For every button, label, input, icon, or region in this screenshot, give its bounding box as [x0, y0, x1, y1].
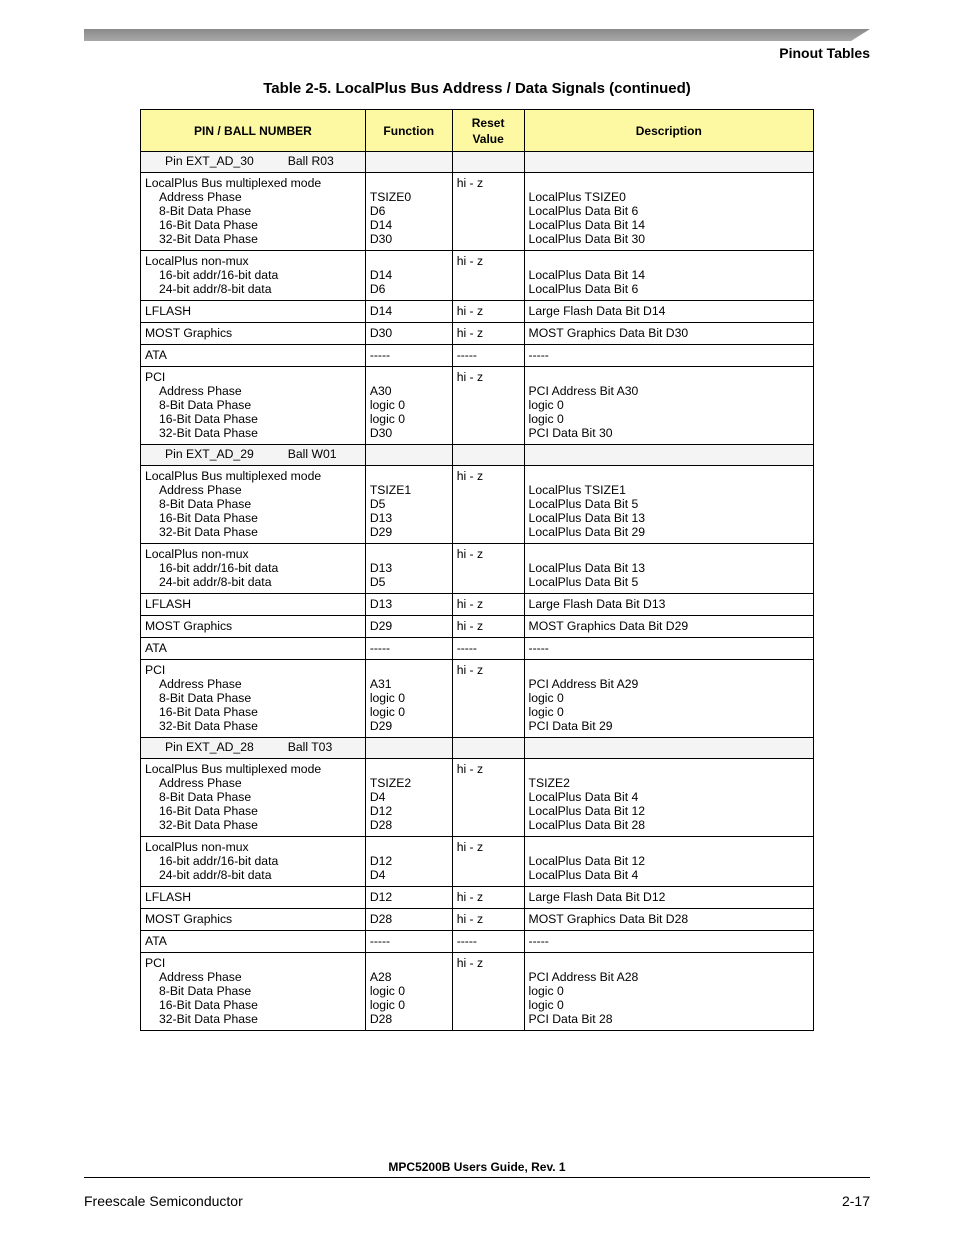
mode-cell: [141, 251, 366, 301]
reset-value: hi - z: [456, 840, 484, 854]
reset-cell: [452, 345, 524, 367]
reset-value: hi - z: [456, 326, 484, 340]
mode-sub-label: 16-Bit Data Phase: [159, 412, 258, 426]
function-value: D28: [369, 912, 393, 926]
table-row: [141, 638, 814, 660]
function-value: [370, 370, 448, 384]
function-value: D5: [369, 575, 386, 589]
mode-cell: [141, 909, 366, 931]
function-cell: [365, 544, 452, 594]
function-value: D30: [369, 426, 393, 440]
description-value: LocalPlus Data Bit 4: [528, 790, 639, 804]
function-value: D28: [369, 818, 393, 832]
reset-value: hi - z: [456, 370, 484, 384]
mode-sub-label: 24-bit addr/8-bit data: [159, 282, 272, 296]
mode-sub-label: 16-bit addr/16-bit data: [159, 268, 279, 282]
function-value: D12: [369, 804, 393, 818]
function-value: D6: [369, 282, 386, 296]
description-value: PCI Address Bit A29: [528, 677, 639, 691]
mode-sub-label: 8-Bit Data Phase: [159, 497, 252, 511]
description-value: LocalPlus Data Bit 28: [528, 818, 646, 832]
mode-sub-label: Address Phase: [159, 776, 242, 790]
mode-sub-label: 8-Bit Data Phase: [159, 691, 252, 705]
description-cell: [524, 445, 813, 466]
column-header-function: Function: [365, 110, 452, 152]
description-cell: [524, 837, 813, 887]
description-value: LocalPlus Data Bit 12: [528, 804, 646, 818]
function-value: D13: [369, 561, 393, 575]
description-value: PCI Data Bit 30: [528, 426, 613, 440]
table-row: [141, 931, 814, 953]
description-value: LocalPlus Data Bit 30: [528, 232, 646, 246]
description-value: LocalPlus Data Bit 13: [528, 561, 646, 575]
function-value: logic 0: [369, 984, 406, 998]
description-value: LocalPlus Data Bit 6: [528, 282, 639, 296]
description-value: -----: [528, 641, 549, 655]
mode-sub-label: 16-Bit Data Phase: [159, 998, 258, 1012]
function-value: [370, 176, 448, 190]
mode-sub-label: 32-Bit Data Phase: [159, 1012, 258, 1026]
function-cell: [365, 152, 452, 173]
function-value: D5: [369, 497, 386, 511]
mode-cell: [141, 759, 366, 837]
description-value: Large Flash Data Bit D12: [528, 890, 666, 904]
function-cell: [365, 301, 452, 323]
function-value: logic 0: [369, 398, 406, 412]
mode-label: MOST Graphics: [145, 619, 233, 633]
description-cell: [524, 323, 813, 345]
column-header-reset: [452, 110, 524, 152]
table-row: [141, 616, 814, 638]
mode-cell: [141, 616, 366, 638]
mode-cell: [141, 887, 366, 909]
footer-company: Freescale Semiconductor: [84, 1193, 243, 1209]
function-cell: [365, 638, 452, 660]
mode-sub-label: Address Phase: [159, 190, 242, 204]
mode-sub-label: 16-Bit Data Phase: [159, 218, 258, 232]
description-value: [529, 547, 809, 561]
reset-value: hi - z: [456, 547, 484, 561]
function-value: -----: [369, 348, 391, 362]
ball-number: Ball R03: [287, 154, 334, 168]
description-cell: [524, 887, 813, 909]
mode-cell: [141, 931, 366, 953]
table-row: [141, 301, 814, 323]
function-value: [370, 840, 448, 854]
description-value: LocalPlus TSIZE0: [528, 190, 626, 204]
function-value: TSIZE2: [369, 776, 412, 790]
mode-label: LocalPlus non-mux: [145, 840, 249, 854]
mode-sub-label: 32-Bit Data Phase: [159, 232, 258, 246]
reset-cell: [452, 660, 524, 738]
mode-sub-label: 16-Bit Data Phase: [159, 705, 258, 719]
mode-label: LFLASH: [145, 597, 192, 611]
reset-value: hi - z: [456, 176, 484, 190]
mode-label: LocalPlus non-mux: [145, 254, 249, 268]
reset-cell: [452, 173, 524, 251]
function-cell: [365, 660, 452, 738]
function-cell: [365, 367, 452, 445]
description-cell: [524, 738, 813, 759]
mode-label: PCI: [145, 663, 166, 677]
function-value: logic 0: [369, 705, 406, 719]
description-cell: [524, 616, 813, 638]
table-row: [141, 544, 814, 594]
mode-label: MOST Graphics: [145, 912, 233, 926]
function-cell: [365, 251, 452, 301]
mode-cell: [141, 301, 366, 323]
pin-name: Pin EXT_AD_28: [165, 740, 254, 754]
description-value: LocalPlus Data Bit 29: [528, 525, 646, 539]
description-value: LocalPlus Data Bit 5: [528, 575, 639, 589]
description-value: LocalPlus Data Bit 14: [528, 218, 646, 232]
table-header-row: [141, 110, 814, 152]
function-value: [370, 956, 448, 970]
function-value: D4: [369, 790, 386, 804]
mode-sub-label: 32-Bit Data Phase: [159, 426, 258, 440]
mode-sub-label: 8-Bit Data Phase: [159, 398, 252, 412]
function-value: D14: [369, 218, 393, 232]
reset-value: hi - z: [456, 469, 484, 483]
table-row: [141, 466, 814, 544]
description-value: [529, 370, 809, 384]
description-cell: [524, 367, 813, 445]
function-value: logic 0: [369, 412, 406, 426]
description-value: LocalPlus Data Bit 5: [528, 497, 639, 511]
function-value: D12: [369, 854, 393, 868]
description-cell: [524, 638, 813, 660]
function-value: A28: [369, 970, 392, 984]
table-row: [141, 594, 814, 616]
description-value: logic 0: [528, 705, 564, 719]
pin-group-row: [141, 152, 814, 173]
function-cell: [365, 759, 452, 837]
reset-cell: [452, 738, 524, 759]
mode-sub-label: 24-bit addr/8-bit data: [159, 575, 272, 589]
reset-cell: [452, 594, 524, 616]
description-cell: [524, 931, 813, 953]
description-value: [529, 663, 809, 677]
mode-sub-label: 32-Bit Data Phase: [159, 525, 258, 539]
mode-label: MOST Graphics: [145, 326, 233, 340]
footer-doc-title: MPC5200B Users Guide, Rev. 1: [388, 1160, 566, 1174]
ball-number: Ball W01: [287, 447, 337, 461]
description-value: logic 0: [528, 398, 564, 412]
reset-value: -----: [456, 641, 477, 655]
function-cell: [365, 837, 452, 887]
mode-cell: [141, 466, 366, 544]
mode-label: ATA: [145, 641, 167, 655]
function-value: D6: [369, 204, 386, 218]
function-value: D29: [369, 525, 393, 539]
reset-value: hi - z: [456, 619, 484, 633]
description-cell: [524, 544, 813, 594]
function-value: TSIZE1: [369, 483, 412, 497]
function-value: -----: [369, 641, 391, 655]
reset-cell: [452, 152, 524, 173]
function-value: -----: [369, 934, 391, 948]
description-value: LocalPlus Data Bit 14: [528, 268, 646, 282]
mode-label: LocalPlus non-mux: [145, 547, 249, 561]
reset-value: hi - z: [456, 956, 484, 970]
footer-divider: [84, 1177, 870, 1178]
mode-cell: [141, 323, 366, 345]
description-value: logic 0: [528, 691, 564, 705]
reset-value: -----: [456, 348, 477, 362]
description-value: PCI Data Bit 28: [528, 1012, 613, 1026]
pin-group-row: [141, 738, 814, 759]
mode-label: PCI: [145, 956, 166, 970]
function-value: [370, 547, 448, 561]
function-cell: [365, 738, 452, 759]
table-row: [141, 367, 814, 445]
description-value: [529, 956, 809, 970]
reset-cell: [452, 323, 524, 345]
description-value: LocalPlus Data Bit 4: [528, 868, 639, 882]
mode-sub-label: 8-Bit Data Phase: [159, 790, 252, 804]
reset-cell: [452, 931, 524, 953]
description-value: Large Flash Data Bit D13: [528, 597, 666, 611]
function-value: D30: [369, 326, 393, 340]
reset-value: hi - z: [456, 304, 484, 318]
description-cell: [524, 759, 813, 837]
reset-cell: [452, 638, 524, 660]
reset-value: hi - z: [456, 890, 484, 904]
function-cell: [365, 445, 452, 466]
mode-label: LocalPlus Bus multiplexed mode: [145, 176, 322, 190]
description-value: [529, 840, 809, 854]
reset-cell: [452, 837, 524, 887]
reset-value: hi - z: [456, 762, 484, 776]
mode-label: LFLASH: [145, 304, 192, 318]
mode-sub-label: 8-Bit Data Phase: [159, 204, 252, 218]
table-row: [141, 759, 814, 837]
description-value: logic 0: [528, 412, 564, 426]
header-bar: [84, 29, 870, 41]
function-value: D28: [369, 1012, 393, 1026]
function-value: [370, 762, 448, 776]
pin-ball-cell: [141, 738, 366, 759]
description-value: LocalPlus TSIZE1: [528, 483, 626, 497]
mode-sub-label: 16-bit addr/16-bit data: [159, 561, 279, 575]
mode-label: ATA: [145, 934, 167, 948]
function-cell: [365, 466, 452, 544]
function-value: logic 0: [369, 691, 406, 705]
function-cell: [365, 173, 452, 251]
mode-sub-label: Address Phase: [159, 677, 242, 691]
function-value: D29: [369, 719, 393, 733]
description-cell: [524, 660, 813, 738]
function-value: D13: [369, 597, 393, 611]
function-value: logic 0: [369, 998, 406, 1012]
table-row: [141, 887, 814, 909]
description-value: -----: [528, 934, 549, 948]
function-value: [370, 663, 448, 677]
description-value: LocalPlus Data Bit 13: [528, 511, 646, 525]
table-row: [141, 323, 814, 345]
column-header-description: Description: [524, 110, 813, 152]
description-cell: [524, 173, 813, 251]
mode-cell: [141, 660, 366, 738]
reset-header-line2: Value: [472, 131, 504, 146]
description-value: MOST Graphics Data Bit D29: [528, 619, 689, 633]
description-value: [529, 176, 809, 190]
footer-page-number: 2-17: [841, 1193, 870, 1209]
description-value: logic 0: [528, 984, 564, 998]
description-cell: [524, 345, 813, 367]
description-cell: [524, 466, 813, 544]
column-header-pin: PIN / BALL NUMBER: [141, 110, 366, 152]
description-value: MOST Graphics Data Bit D30: [528, 326, 689, 340]
mode-cell: [141, 638, 366, 660]
mode-cell: [141, 953, 366, 1031]
pin-table: [140, 109, 814, 1031]
table-row: [141, 953, 814, 1031]
reset-cell: [452, 759, 524, 837]
function-cell: [365, 953, 452, 1031]
mode-label: LocalPlus Bus multiplexed mode: [145, 469, 322, 483]
function-cell: [365, 323, 452, 345]
reset-value: hi - z: [456, 912, 484, 926]
function-value: [370, 469, 448, 483]
mode-cell: [141, 367, 366, 445]
mode-sub-label: 16-Bit Data Phase: [159, 511, 258, 525]
function-value: D14: [369, 304, 393, 318]
description-cell: [524, 953, 813, 1031]
reset-value: hi - z: [456, 597, 484, 611]
description-value: LocalPlus Data Bit 12: [528, 854, 646, 868]
table-row: [141, 909, 814, 931]
description-value: PCI Address Bit A28: [528, 970, 639, 984]
mode-sub-label: 24-bit addr/8-bit data: [159, 868, 272, 882]
description-cell: [524, 594, 813, 616]
ball-number: Ball T03: [287, 740, 333, 754]
function-cell: [365, 345, 452, 367]
function-value: D12: [369, 890, 393, 904]
description-value: [529, 762, 809, 776]
reset-cell: [452, 616, 524, 638]
description-cell: [524, 251, 813, 301]
description-value: [529, 254, 809, 268]
mode-sub-label: 32-Bit Data Phase: [159, 818, 258, 832]
function-value: [370, 254, 448, 268]
pin-ball-cell: [141, 152, 366, 173]
function-value: A30: [369, 384, 392, 398]
description-value: PCI Address Bit A30: [528, 384, 639, 398]
reset-value: hi - z: [456, 663, 484, 677]
table-row: [141, 837, 814, 887]
description-value: [529, 469, 809, 483]
description-value: MOST Graphics Data Bit D28: [528, 912, 689, 926]
mode-sub-label: 32-Bit Data Phase: [159, 719, 258, 733]
pin-name: Pin EXT_AD_29: [165, 447, 254, 461]
function-cell: [365, 594, 452, 616]
table-row: [141, 173, 814, 251]
description-cell: [524, 152, 813, 173]
description-value: Large Flash Data Bit D14: [528, 304, 666, 318]
reset-cell: [452, 367, 524, 445]
mode-label: ATA: [145, 348, 167, 362]
mode-cell: [141, 837, 366, 887]
table-body: [141, 152, 814, 1031]
table-caption: Table 2-5. LocalPlus Bus Address / Data Signals (continued): [263, 80, 691, 97]
description-value: -----: [528, 348, 549, 362]
mode-sub-label: 8-Bit Data Phase: [159, 984, 252, 998]
table-row: [141, 345, 814, 367]
table-row: [141, 660, 814, 738]
mode-label: LFLASH: [145, 890, 192, 904]
mode-sub-label: 16-Bit Data Phase: [159, 804, 258, 818]
function-cell: [365, 909, 452, 931]
reset-cell: [452, 251, 524, 301]
mode-cell: [141, 594, 366, 616]
mode-sub-label: 16-bit addr/16-bit data: [159, 854, 279, 868]
mode-label: LocalPlus Bus multiplexed mode: [145, 762, 322, 776]
mode-label: PCI: [145, 370, 166, 384]
function-cell: [365, 931, 452, 953]
reset-value: hi - z: [456, 254, 484, 268]
mode-sub-label: Address Phase: [159, 384, 242, 398]
pin-name: Pin EXT_AD_30: [165, 154, 254, 168]
reset-cell: [452, 909, 524, 931]
function-cell: [365, 616, 452, 638]
reset-cell: [452, 544, 524, 594]
reset-cell: [452, 301, 524, 323]
mode-cell: [141, 345, 366, 367]
reset-cell: [452, 887, 524, 909]
function-value: D29: [369, 619, 393, 633]
description-value: PCI Data Bit 29: [528, 719, 613, 733]
function-value: TSIZE0: [369, 190, 412, 204]
description-value: LocalPlus Data Bit 6: [528, 204, 639, 218]
function-value: A31: [369, 677, 392, 691]
description-value: TSIZE2: [528, 776, 570, 790]
mode-cell: [141, 173, 366, 251]
function-value: D13: [369, 511, 393, 525]
function-value: D4: [369, 868, 386, 882]
function-value: D14: [369, 268, 393, 282]
reset-value: -----: [456, 934, 477, 948]
function-cell: [365, 887, 452, 909]
reset-cell: [452, 953, 524, 1031]
reset-cell: [452, 445, 524, 466]
pin-group-row: [141, 445, 814, 466]
mode-sub-label: Address Phase: [159, 483, 242, 497]
pin-ball-cell: [141, 445, 366, 466]
function-value: D30: [369, 232, 393, 246]
description-cell: [524, 301, 813, 323]
description-value: logic 0: [528, 998, 564, 1012]
reset-cell: [452, 466, 524, 544]
mode-sub-label: Address Phase: [159, 970, 242, 984]
description-cell: [524, 909, 813, 931]
reset-header-line1: Reset: [471, 115, 505, 130]
mode-cell: [141, 544, 366, 594]
table-row: [141, 251, 814, 301]
section-title: Pinout Tables: [779, 45, 870, 61]
